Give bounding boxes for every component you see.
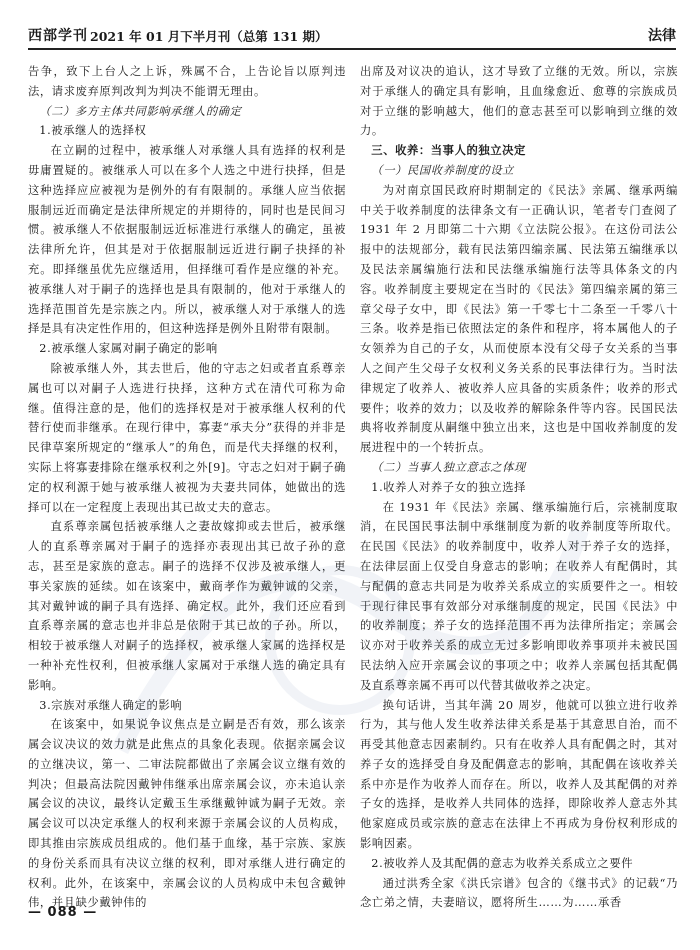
issue-info: 2021 年 01 月下半月刊（总第 131 期）: [90, 29, 328, 44]
header-rule: [28, 48, 676, 50]
journal-header: [28, 22, 676, 48]
section-heading: 2.被收养人及其配偶的意志为收养关系成立之要件: [371, 856, 634, 870]
section-label: 法律: [648, 28, 676, 44]
body-paragraph: 为对南京国民政府时期制定的《民法》亲属、继承两编中关于收养制度的法律条文有一正确认识，笔者专门查阅了 1931 年 2 月即第二十六期《立法院公报》。在这份司法公报中的法规部分，载有民法第四编亲属、民法第五编继承以及民法亲属编施行法和民法继承编施行法等具体条文的内容。收养制度主要规定在当时的《民法》第四编亲属的第三章父母子女中，即《民法》第一千零七十二条至一千零八十三条。收养是指已依照法定的条件和程序，将本属他人的子女领养为自己的子女，从而使原本没有父母子女关系的当事人之间产生父母子女权利义务关系的民事法律行为。当时法律规定了收养人、被收养人应具备的实质条件；收养的形式要件；收养的效力；以及收养的解除条件等内容。民国民法典将收养制度从嗣继中独立出来，这也是中国收养制度的发展进程中的一个转折点。: [360, 183, 678, 455]
body-paragraph: 告争，致下上台人之上诉，殊属不合，上告论旨以原判违法，请求废弃原判改判为判决不能谓无理由。: [28, 65, 346, 98]
section-heading: （二）当事人独立意志之体现: [371, 460, 526, 474]
body-paragraph: 在立嗣的过程中，被承继人对承继人具有选择的权利是毋庸置疑的。被继承人可以在多个人选之中进行抉择，但是这种选择应应被视为是例外的有有限制的。承继人应当依据服制远近而确定是法律所规定的并期待的，同时也是民间习惯。被承继人不依据服制远近标准进行承继人的确定，虽被法律所允许，但其是对于依据服制远近进行嗣子抉择的补充。即择继虽优先应继适用，但择继可看作是应继的补充。被承继人对于嗣子的选择也是具有限制的，他对于承继人的选择范围首先是宗族之内。所以，被承继人对于承继人的选择是具有决定性作用的，但这种选择是例外且附带有限制。: [28, 144, 346, 336]
body-paragraph: 直系尊亲属包括被承继人之妻故嫁抑或去世后，被承继人的直系尊亲属对于嗣子的选择亦表现出其已故子孙的意志，甚至是家族的意志。嗣子的选择不仅涉及被承继人，更事关家族的延续。如在该案中，戴商孝作为戴钟诚的父亲，其对戴钟诚的嗣子具有选择、确定权。此外，我们还应看到直系尊亲属的意志也并非总是依附于其已故的子孙。所以，相较于被承继人对嗣子的选择权，被承继人家属的选择权是一种补充性权利，但被承继人家属对于承继人选的确定具有影响。: [28, 520, 346, 692]
body-paragraph: 通过洪秀全家《洪氏宗谱》包含的《继书式》的记载“乃念亡弟之情，夫妻暗议，愿将所生……为……承香: [360, 876, 678, 910]
body-paragraph: 在 1931 年《民法》亲属、继承编施行后，宗祧制度取消，在民国民事法制中承继制度为新的收养制度等所取代。在民国《民法》的收养制度中，收养人对于养子女的选择，在法律层面上仅受自身意志的影响；在收养人有配偶时，其与配偶的意志共同是为收养关系成立的实质要件之一。相较于现行律民事有效部分对承继制度的规定，民国《民法》中的收养制度；养子女的选择范围不再为法律所指定；亲属会议亦对于收养关系的成立无过多影响即收养事项并未被民国民法纳入应开亲属会议的事项之中；收养人亲属包括其配偶及直系尊亲属不再可以代替其做收养之决定。: [360, 500, 678, 692]
section-heading: （一）民国收养制度的设立: [371, 163, 515, 177]
body-paragraph: 出席及对议决的追认，这才导致了立继的无效。所以，宗族对于承继人的确定具有影响，且血缘愈近、愈尊的宗族成员对于立继的影响越大，他们的意志甚至可以影响到立继的效力。: [360, 65, 678, 138]
body-paragraph: 除被承继人外，其去世后，他的守志之妇或者直系尊亲属也可以对嗣子人选进行抉择，这种方式在清代可称为命继。值得注意的是，他们的选择权是对于被承继人权利的代替行使而非继承。在现行律中，寡妻“承夫分”获得的并非是民律草案所规定的“继承人”的角色，而是代夫择继的权利，实际上将寡妻排除在继承权利之外[9]。守志之妇对于嗣子确定的权利源于她与被承继人被视为夫妻共同体，她做出的选择可以在一定程度上表现出其已故丈夫的意志。: [28, 361, 346, 514]
right-column: [360, 62, 678, 910]
section-heading: 2.被承继人家属对嗣子确定的影响: [39, 342, 218, 356]
section-heading: （二）多方主体共同影响承继人的确定: [39, 104, 242, 118]
body-paragraph: 在该案中，如果说争议焦点是立嗣是否有效，那么该亲属会议决议的效力就是此焦点的具象化表现。依据亲属会议的立继决议，第一、二审法院都做出了亲属会议立继有效的判决；但最高法院因戴钟伟继承出席亲属会议，亦未追认亲属会议的决议，最终认定戴玉生承继戴钟诚为嗣子无效。亲属会议可以决定承继人的权利来源于亲属会议的人员构成，即其推由宗族成员组成的。他们基于血缘，基于宗族、家族的身份关系而具有决议立继的权利，即对承继人进行确定的权利。此外，在该案中，亲属会议的人员构成中未包含戴钟伟，并且缺少戴钟伟的: [28, 718, 346, 910]
left-column: [28, 62, 346, 910]
page-number: — 088 —: [28, 905, 98, 920]
section-heading: 1.收养人对养子女的独立选择: [371, 480, 527, 494]
section-heading: 1.被承继人的选择权: [39, 124, 147, 138]
journal-brand: 西部学刊: [28, 28, 88, 44]
section-heading: 3.宗族对承继人确定的影响: [39, 698, 183, 712]
section-heading: 三、收养：当事人的独立决定: [371, 144, 526, 158]
body-paragraph: 换句话讲，当其年满 20 周岁，他就可以独立进行收养行为，其与他人发生收养法律关系是基于其意思自治，而不再受其他意志因素制约。只有在收养人具有配偶之时，其对养子女的选择受自身及配偶意志的影响，其配偶在该收养关系中亦是作为收养人而存在。所以，收养人及其配偶的对养子女的选择，是收养人共同体的选择，即除收养人意志外其他家庭成员或宗族的意志在法律上不再成为身份权利形成的影响因素。: [360, 698, 678, 851]
